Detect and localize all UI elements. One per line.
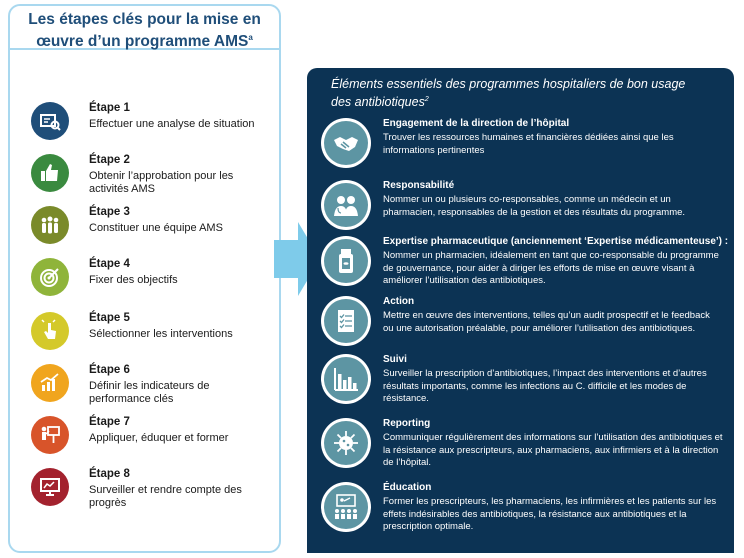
target-icon xyxy=(31,258,69,296)
step-label: Étape 4 xyxy=(89,258,130,270)
step-8 xyxy=(10,468,280,518)
essential-elements-panel xyxy=(307,68,734,553)
bar-chart-icon xyxy=(31,364,69,402)
step-label: Étape 7 xyxy=(89,416,130,428)
element-description: Mettre en œuvre des interventions, telles qu’un audit prospectif et le feedback ou une autorisation préalable, pour améliorer l’utilisation des antibiotiques. xyxy=(383,310,710,334)
element-title: Expertise pharmaceutique (anciennement ‘Expertise médicamenteuse’) : xyxy=(383,236,729,247)
step-label: Étape 1 xyxy=(89,102,130,114)
element-description: Surveiller la prescription d’antibiotiques, l’impact des interventions et d’autres résultats importants, comme les infections au C. difficile et les modes de résistance. xyxy=(383,368,707,404)
step-description: Effectuer une analyse de situation xyxy=(89,118,255,130)
thumbs-up-icon xyxy=(31,154,69,192)
step-3 xyxy=(10,206,280,256)
ams-steps-panel xyxy=(8,4,281,553)
element-title: Suivi xyxy=(383,354,407,365)
step-description: Appliquer, éduquer et former xyxy=(89,432,229,444)
step-5 xyxy=(10,312,280,362)
step-1 xyxy=(10,102,280,152)
element-description: Trouver les ressources humaines et financières dédiées ainsi que les informations pertinentes xyxy=(383,132,674,156)
element-description: Communiquer régulièrement des informations sur l’utilisation des antibiotiques et la résistance aux prescripteurs, aux pharmaciens, aux infirmiers et à la direction de l’hôpital. xyxy=(383,432,723,468)
step-label: Étape 2 xyxy=(89,154,130,166)
element-description: Nommer un ou plusieurs co-responsables, comme un médecin et un pharmacien, responsables de la gestion et des résultats du programme. xyxy=(383,194,686,218)
step-label: Étape 8 xyxy=(89,468,130,480)
step-description: Définir les indicateurs de performance clés xyxy=(89,380,210,405)
step-label: Étape 3 xyxy=(89,206,130,218)
element-title: Engagement de la direction de l’hôpital xyxy=(383,118,570,129)
step-description: Surveiller et rendre compte des progrès xyxy=(89,484,242,509)
bacteria-icon xyxy=(321,418,371,468)
element-title: Reporting xyxy=(383,418,431,429)
checklist-icon xyxy=(321,296,371,346)
step-7 xyxy=(10,416,280,466)
classroom-icon xyxy=(321,482,371,532)
element-title: Action xyxy=(383,296,415,307)
step-description: Fixer des objectifs xyxy=(89,274,178,286)
step-label: Étape 6 xyxy=(89,364,130,376)
bar-graph-icon xyxy=(321,354,371,404)
step-2 xyxy=(10,154,280,204)
monitor-icon xyxy=(31,468,69,506)
step-description: Sélectionner les interventions xyxy=(89,328,233,340)
step-6 xyxy=(10,364,280,414)
analysis-icon xyxy=(31,102,69,140)
step-description: Obtenir l’approbation pour les activités AMS xyxy=(89,170,234,195)
step-label: Étape 5 xyxy=(89,312,130,324)
step-description: Constituer une équipe AMS xyxy=(89,222,223,234)
element-description: Former les prescripteurs, les pharmaciens, les infirmières et les patients sur les effets indésirables des antibiotiques, la résistance aux antibiotiques et la prescription optimale. xyxy=(383,496,717,532)
presenter-icon xyxy=(31,416,69,454)
handshake-icon xyxy=(321,118,371,168)
pointer-icon xyxy=(31,312,69,350)
step-4 xyxy=(10,258,280,308)
pill-bottle-icon xyxy=(321,236,371,286)
elements-panel-title: Éléments essentiels des programmes hospitaliers de bon usage des antibiotiques$^2$ xyxy=(331,77,686,110)
element-title: Éducation xyxy=(383,482,432,493)
team-icon xyxy=(31,206,69,244)
steps-panel-title: Les étapes clés pour la mise en œuvre d’un programme AMS$^a$ xyxy=(10,6,279,50)
element-description: Nommer un pharmacien, idéalement en tant que co-responsable du programme de gouvernance, pour aider à diriger les efforts de mise en œuvre visant à améliorer l’utilisation des antibiotiques. xyxy=(383,250,719,286)
element-title: Responsabilité xyxy=(383,180,455,191)
doctors-icon xyxy=(321,180,371,230)
